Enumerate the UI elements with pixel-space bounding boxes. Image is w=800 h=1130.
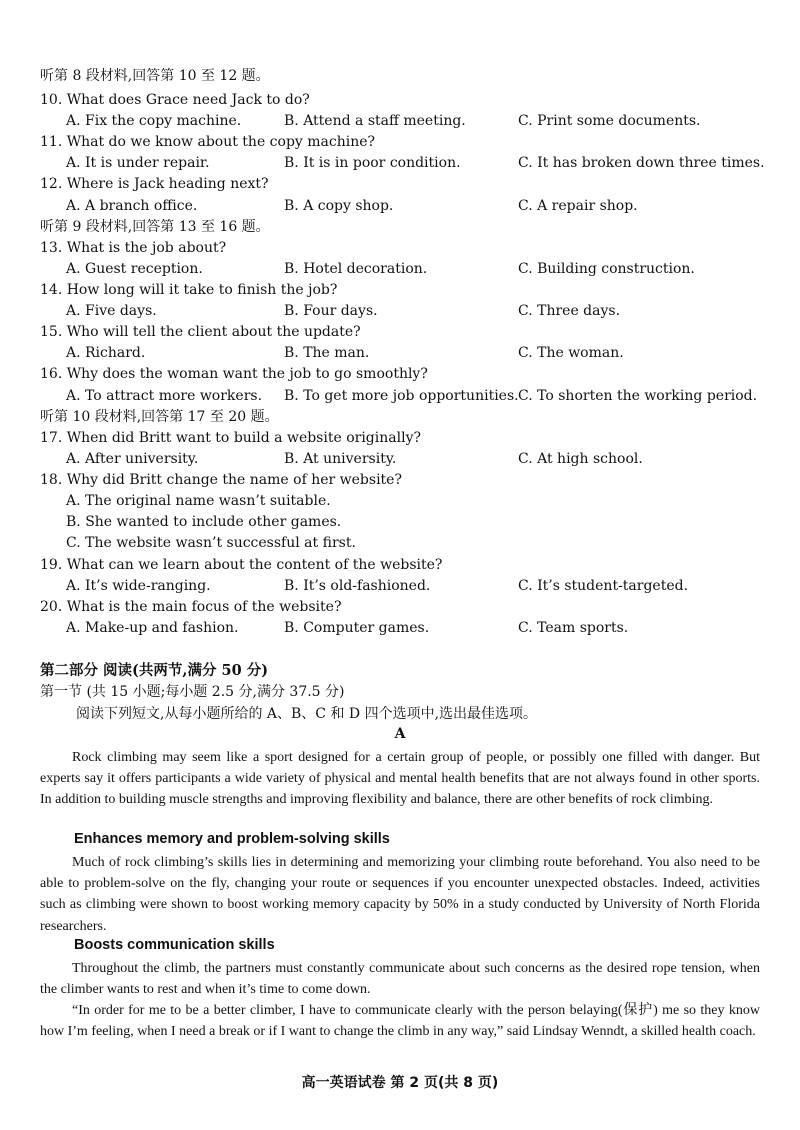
paragraph-1: Rock climbing may seem like a sport designed for a certain group of people, or possibly one filled with danger. But experts say it offers participants a wide variety of physical and mental health benefits that are not always found in other sports. In addition to building muscle strengths and improving flexibility and balance, there are other benefits of rock climbing. [40,750,760,808]
question-13: 13. What is the job about? [40,240,227,256]
page-footer: 高一英语试卷 第 2 页(共 8 页) [301,1075,499,1091]
option-c: C. To shorten the working period. [518,388,758,404]
subheading-communication: Boosts communication skills [74,937,275,953]
question-18-option-a [66,491,770,512]
question-11-options [66,153,770,174]
option-a: A. A branch office. [66,198,198,214]
option-a: A. To attract more workers. [66,388,263,404]
option-c: C. It’s student-targeted. [518,578,689,594]
question-15: 15. Who will tell the client about the update? [40,324,361,340]
question-10-options [66,111,770,132]
question-19: 19. What can we learn about the content of the website? [40,557,443,573]
option-c: C. Print some documents. [518,113,701,129]
material-8-heading: 听第 8 段材料,回答第 10 至 12 题。 [40,68,270,84]
subheading-memory: Enhances memory and problem-solving skills [74,831,390,847]
reading-instruction: 阅读下列短文,从每小题所给的 A、B、C 和 D 四个选项中,选出最佳选项。 [76,706,538,722]
question-18: 18. Why did Britt change the name of her website? [40,472,402,488]
option-b: B. Computer games. [284,620,430,636]
question-14-options [66,301,770,322]
question-16-options [66,386,770,407]
option-a: A. Fix the copy machine. [66,113,242,129]
material-10-heading: 听第 10 段材料,回答第 17 至 20 题。 [40,409,279,425]
option-c: C. It has broken down three times. [518,155,765,171]
question-20-options [66,618,770,639]
question-15-options [66,343,770,364]
option-c: C. Team sports. [518,620,629,636]
option-c: C. The website wasn’t successful at first. [66,535,356,551]
option-c: C. A repair shop. [518,198,638,214]
paragraph-3: Throughout the climb, the partners must constantly communicate about such concerns as the desired rope tension, when the climber wants to rest and when it’s time to come down. [40,961,760,998]
option-b: B. It’s old-fashioned. [284,578,431,594]
question-14: 14. How long will it take to finish the job? [40,282,338,298]
option-c: C. At high school. [518,451,643,467]
option-a: A. It is under repair. [66,155,210,171]
question-10: 10. What does Grace need Jack to do? [40,92,310,108]
question-19-options [66,576,770,597]
option-b: B. It is in poor condition. [284,155,461,171]
paragraph-2: Much of rock climbing’s skills lies in determining and memorizing your climbing route beforehand. You also need to be able to problem-solve on the fly, changing your route or sequences if you encounter unexpected obstacles. Indeed, activities such as climbing were shown to boost working memory capacity by 50% in a study conducted by University of North Florida researchers. [40,855,760,934]
option-a: A. The original name wasn’t suitable. [66,493,331,509]
passage-label: A [394,726,406,742]
question-20: 20. What is the main focus of the website? [40,599,342,615]
option-b: B. She wanted to include other games. [66,514,342,530]
option-b: B. To get more job opportunities. [284,388,519,404]
option-b: B. Four days. [284,303,378,319]
option-b: B. At university. [284,451,397,467]
option-c: C. The woman. [518,345,624,361]
question-17: 17. When did Britt want to build a website originally? [40,430,421,446]
question-13-options [66,259,770,280]
question-16: 16. Why does the woman want the job to go smoothly? [40,366,428,382]
option-c: C. Three days. [518,303,621,319]
paragraph-4: “In order for me to be a better climber, I have to communicate clearly with the person belaying(保护) me so they know how I’m feeling, when I need a break or if I want to change the climb in any way,” said Lindsay Wenndt, a skilled health coach. [40,1003,760,1040]
option-b: B. The man. [284,345,370,361]
option-b: B. Hotel decoration. [284,261,428,277]
option-a: A. It’s wide-ranging. [66,578,211,594]
option-a: A. Guest reception. [66,261,203,277]
option-c: C. Building construction. [518,261,695,277]
option-b: B. A copy shop. [284,198,394,214]
material-9-heading: 听第 9 段材料,回答第 13 至 16 题。 [40,219,270,235]
question-17-options [66,449,770,470]
option-a: A. Five days. [66,303,157,319]
option-b: B. Attend a staff meeting. [284,113,466,129]
option-a: A. After university. [66,451,199,467]
question-12-options [66,196,770,217]
section-one-heading: 第一节 (共 15 小题;每小题 2.5 分,满分 37.5 分) [40,684,345,700]
part-two-heading: 第二部分 阅读(共两节,满分 50 分) [40,662,269,679]
question-18-option-b [66,512,770,533]
question-12: 12. Where is Jack heading next? [40,176,269,192]
question-18-option-c [66,533,770,554]
question-11: 11. What do we know about the copy machine? [40,134,376,150]
option-a: A. Make-up and fashion. [66,620,239,636]
option-a: A. Richard. [66,345,146,361]
